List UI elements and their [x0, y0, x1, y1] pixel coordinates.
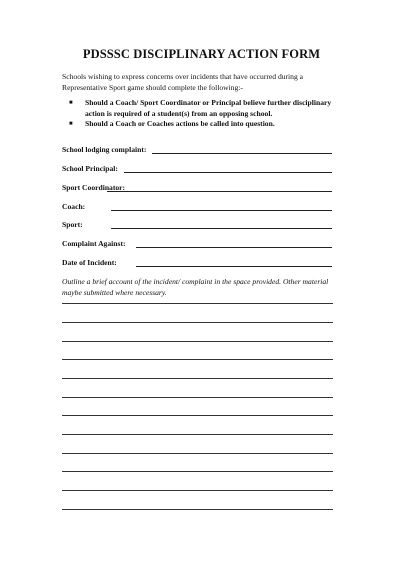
field-label: Date of Incident:	[62, 258, 117, 267]
coach-field[interactable]	[62, 201, 332, 213]
write-line[interactable]	[62, 397, 333, 398]
criteria-text: Should a Coach or Coaches actions be called into question.	[85, 119, 275, 128]
write-line[interactable]	[62, 490, 333, 491]
write-line[interactable]	[62, 303, 333, 304]
write-line[interactable]	[62, 378, 333, 379]
criteria-text: Should a Coach/ Sport Coordinator or Principal believe further disciplinary action is required of a student(s) from an opposing school.	[85, 98, 332, 118]
school-lodging-complaint-field[interactable]	[62, 144, 332, 156]
field-label: Complaint Against:	[62, 239, 126, 248]
list-item	[69, 119, 341, 130]
bullet-icon: ■	[69, 121, 73, 127]
write-line[interactable]	[62, 322, 333, 323]
school-principal-field[interactable]	[62, 163, 332, 175]
field-label: School Principal:	[62, 164, 118, 173]
entry-line[interactable]	[111, 228, 332, 229]
entry-line[interactable]	[124, 172, 332, 173]
write-line[interactable]	[62, 509, 333, 510]
field-label: Coach:	[62, 202, 86, 211]
write-line[interactable]	[62, 434, 333, 435]
entry-line[interactable]	[107, 191, 332, 192]
list-item	[69, 98, 341, 119]
sport-field[interactable]	[62, 219, 332, 231]
write-line[interactable]	[62, 471, 333, 472]
date-of-incident-field[interactable]	[62, 257, 332, 269]
field-label: School lodging complaint:	[62, 145, 147, 154]
entry-line[interactable]	[152, 153, 332, 154]
write-line[interactable]	[62, 415, 333, 416]
write-line[interactable]	[62, 359, 333, 360]
complaint-against-field[interactable]	[62, 238, 332, 250]
field-label: Sport Coordinator:	[62, 183, 126, 192]
entry-line[interactable]	[111, 210, 332, 211]
field-label: Sport:	[62, 220, 83, 229]
form-title: PDSSSC DISCIPLINARY ACTION FORM	[82, 47, 321, 61]
intro-paragraph: Schools wishing to express concerns over incidents that have occurred during a Representative Sport game should complete the following:-	[62, 72, 304, 92]
criteria-list	[69, 98, 341, 130]
write-line[interactable]	[62, 453, 333, 454]
write-line[interactable]	[62, 341, 333, 342]
entry-line[interactable]	[136, 266, 332, 267]
bullet-icon: ■	[69, 100, 73, 106]
sport-coordinator-field[interactable]	[62, 182, 332, 194]
instructions-note: Outline a brief account of the incident/ complaint in the space provided. Other material maybe submitted where necessary.	[62, 277, 329, 297]
entry-line[interactable]	[136, 247, 332, 248]
